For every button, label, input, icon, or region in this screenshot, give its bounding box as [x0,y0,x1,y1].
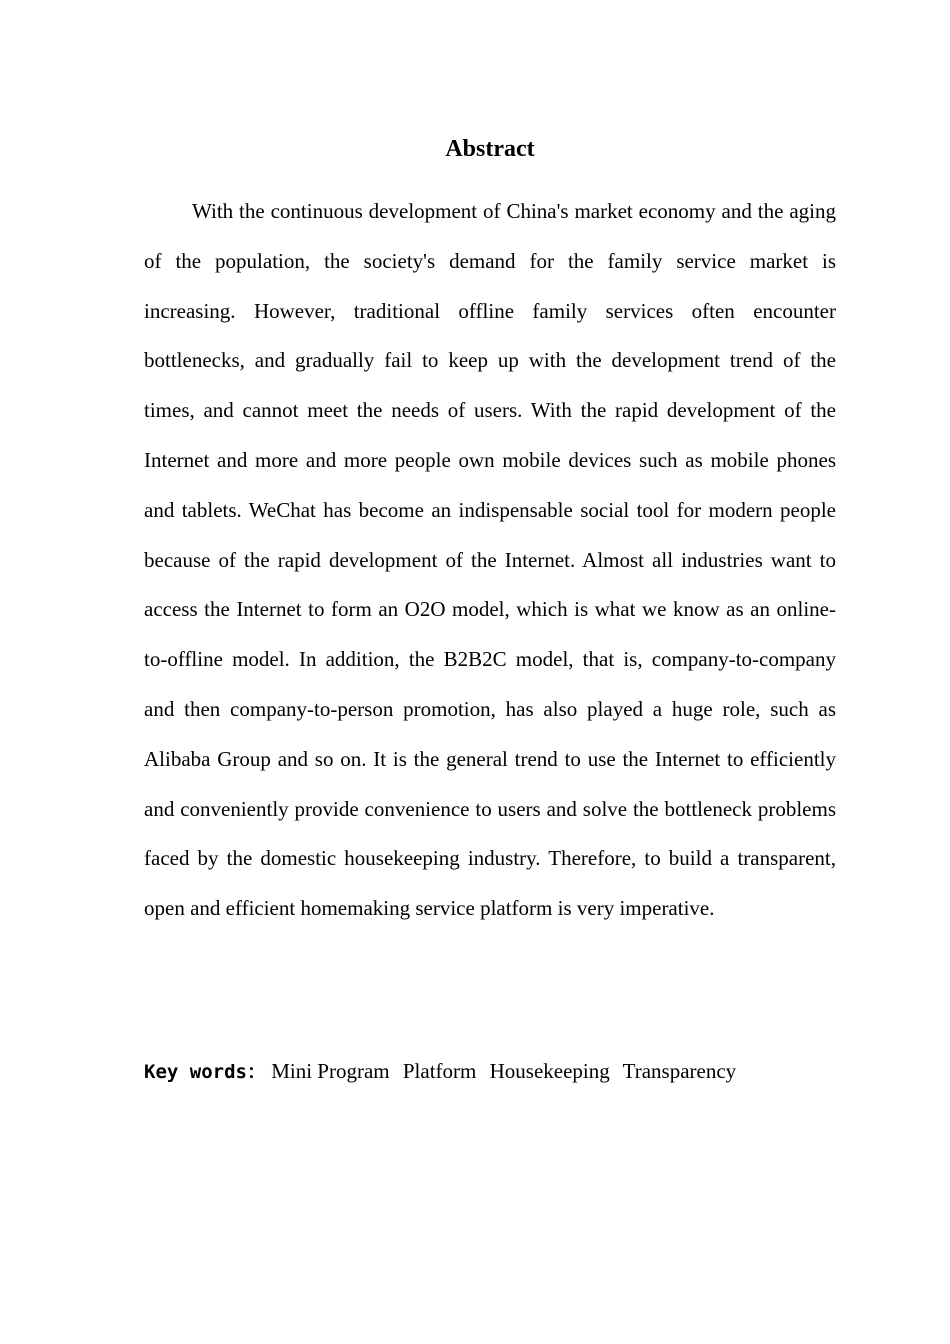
keywords-line [144,1055,836,1088]
abstract-body: With the continuous development of China's market economy and the aging of the population, the society's demand for the family service market is increasing. However, traditional offline family services often encounter bottlenecks, and gradually fail to keep up with the development trend of the times, and cannot meet the needs of users. With the rapid development of the Internet and more and more people own mobile devices such as mobile phones and tablets. WeChat has become an indispensable social tool for modern people because of the rapid development of the Internet. Almost all industries want to access the Internet to form an O2O model, which is what we know as an online-to-offline model. In addition, the B2B2C model, that is, company-to-company and then company-to-person promotion, has also played a huge role, such as Alibaba Group and so on. It is the general trend to use the Internet to efficiently and conveniently provide convenience to users and solve the bottleneck problems faced by the domestic housekeeping industry. Therefore, to build a transparent, open and efficient homemaking service platform is very imperative. [144,199,836,921]
keyword-item: Transparency [622,1059,737,1083]
keyword-item: Platform [402,1059,477,1083]
keyword-item: Mini Program [271,1059,390,1083]
keyword-item: Housekeeping [489,1059,610,1083]
keywords-label: Key words： [144,1061,266,1083]
abstract-title: Abstract [445,136,535,162]
